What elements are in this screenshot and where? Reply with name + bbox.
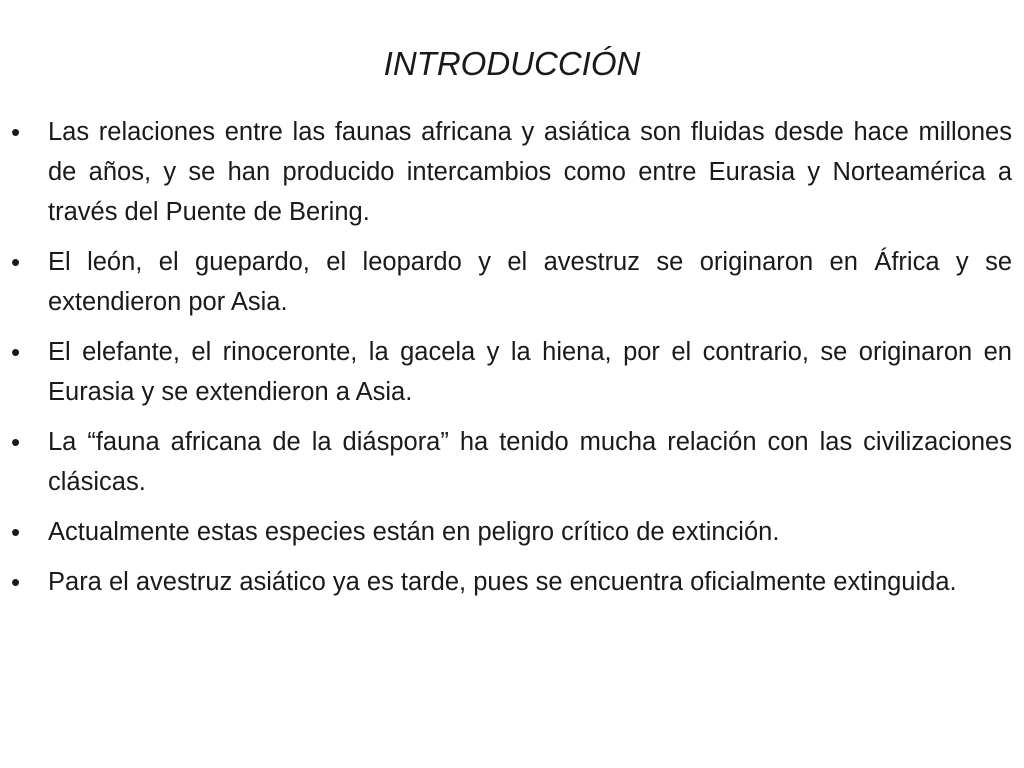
- bullet-text: El león, el guepardo, el leopardo y el avestruz se originaron en África y se extendieron por Asia.: [48, 248, 1012, 316]
- bullet-text: Para el avestruz asiático ya es tarde, pues se encuentra oficialmente extinguida.: [48, 568, 957, 596]
- bullet-icon: •: [11, 567, 21, 597]
- bullet-item: [0, 422, 1024, 502]
- bullet-item: [0, 562, 1024, 602]
- bullet-text: El elefante, el rinoceronte, la gacela y la hiena, por el contrario, se originaron en Eurasia y se extendieron a Asia.: [48, 338, 1012, 406]
- bullet-item: [0, 242, 1024, 322]
- slide-title: INTRODUCCIÓN: [383, 45, 641, 82]
- bullet-icon: •: [11, 117, 21, 147]
- bullet-icon: •: [11, 247, 21, 277]
- bullet-icon: •: [11, 337, 21, 367]
- bullet-text: Las relaciones entre las faunas africana y asiática son fluidas desde hace millones de años, y se han producido intercambios como entre Eurasia y Norteamérica a través del Puente de Bering.: [48, 118, 1012, 226]
- bullet-text: La “fauna africana de la diáspora” ha tenido mucha relación con las civilizaciones clásicas.: [48, 428, 1012, 496]
- bullet-list: [0, 112, 1024, 612]
- bullet-item: [0, 332, 1024, 412]
- bullet-item: [0, 512, 1024, 552]
- bullet-icon: •: [11, 427, 21, 457]
- bullet-icon: •: [11, 517, 21, 547]
- bullet-item: [0, 112, 1024, 232]
- bullet-text: Actualmente estas especies están en peligro crítico de extinción.: [48, 518, 780, 546]
